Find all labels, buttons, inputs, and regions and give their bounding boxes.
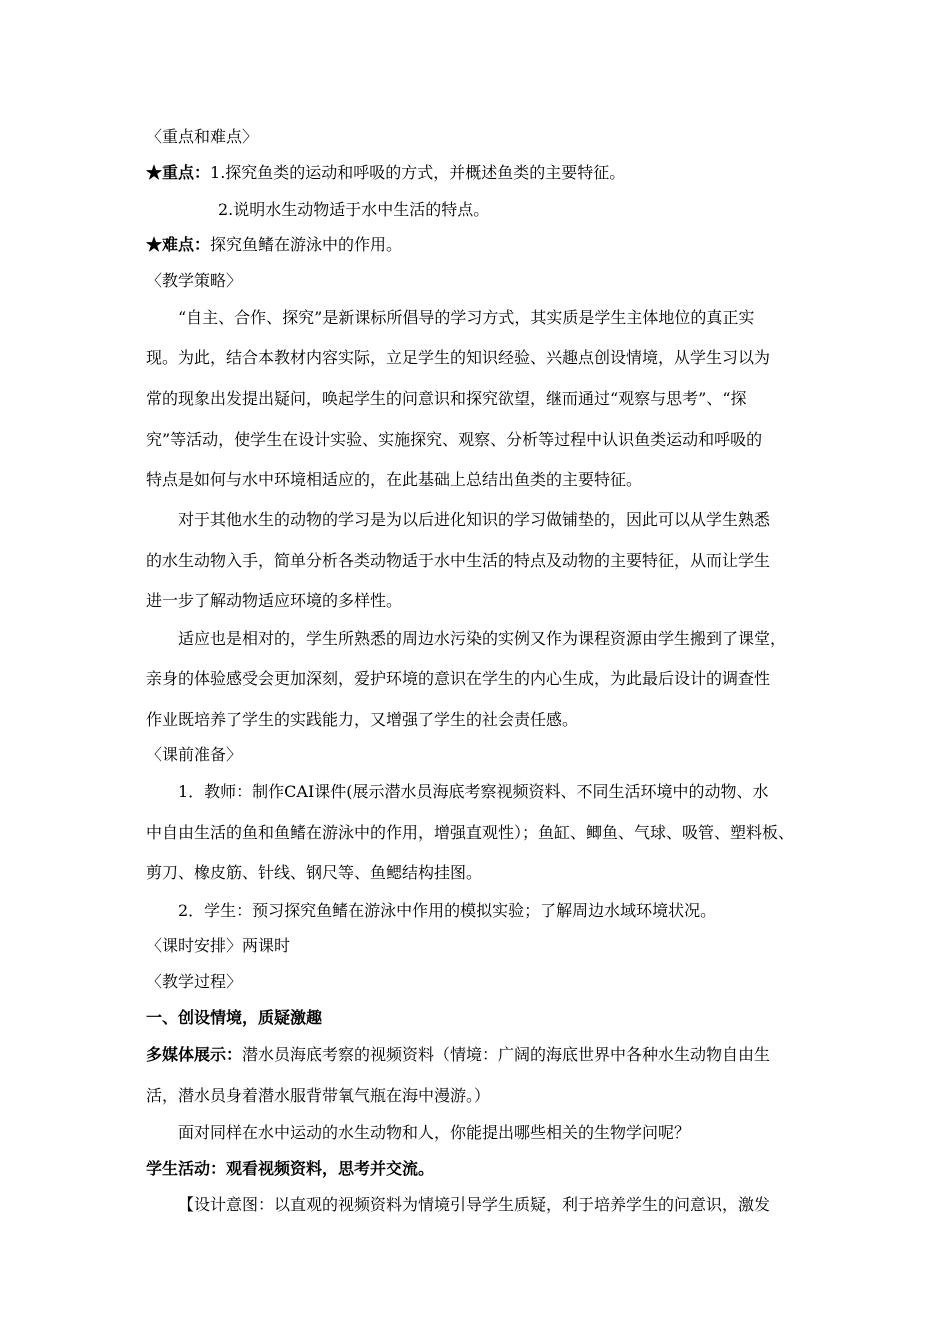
- key-point-item-2: 2.说明水生动物适于水中生活的特点。: [218, 200, 490, 219]
- design-intent-line: 【设计意图：以直观的视频资料为情境引导学生质疑，利于培养学生的问意识，激发: [178, 1195, 771, 1214]
- paragraph-line: “自主、合作、探究”是新课标所倡导的学习方式，其实质是学生主体地位的真正实: [178, 308, 755, 327]
- paragraph-line: 适应也是相对的，学生所熟悉的周边水污染的实例又作为课程资源由学生搬到了课堂，: [178, 629, 787, 648]
- key-point-item-1: 1.探究鱼类的运动和呼吸的方式，并概述鱼类的主要特征。: [210, 163, 626, 182]
- paragraph-line: 进一步了解动物适应环境的多样性。: [146, 591, 403, 610]
- multimedia-label: 多媒体展示：: [146, 1045, 243, 1064]
- difficulty-label: ★难点：: [146, 235, 211, 254]
- paragraph-line: 亲身的体验感受会更加深刻，爱护环境的意识在学生的内心生成，为此最后设计的调查性: [146, 669, 771, 688]
- multimedia-line: [146, 1045, 826, 1065]
- paragraph-line: 特点是如何与水中环境相适应的，在此基础上总结出鱼类的主要特征。: [146, 470, 643, 489]
- section-prep: 〈课前准备〉: [146, 745, 243, 764]
- paragraph-line: 常的现象出发提出疑问，唤起学生的问意识和探究欲望，继而通过“观察与思考”、“探: [146, 389, 747, 408]
- schedule-line: 〈课时安排〉两课时: [146, 936, 291, 955]
- section-strategy: 〈教学策略〉: [146, 271, 243, 290]
- paragraph-line: 对于其他水生的动物的学习是为以后进化知识的学习做铺垫的，因此可以从学生熟悉: [178, 510, 771, 529]
- paragraph-line: 的水生动物入手，简单分析各类动物适于水中生活的特点及动物的主要特征，从而让学生: [146, 551, 771, 570]
- question-line: 面对同样在水中运动的水生动物和人，你能提出哪些相关的生物学问呢？: [178, 1123, 691, 1142]
- key-points-label: ★重点：: [146, 163, 211, 182]
- multimedia-text: 潜水员海底考察的视频资料（情境：广阔的海底世界中各种水生动物自由生: [242, 1045, 771, 1064]
- paragraph-line: 作业既培养了学生的实践能力，又增强了学生的社会责任感。: [146, 710, 579, 729]
- prep-teacher-line: 剪刀、橡皮筋、针线、钢尺等、鱼鳃结构挂图。: [146, 863, 483, 882]
- heading-create-situation: 一、创设情境，质疑激趣: [146, 1008, 323, 1027]
- difficulty-line: [146, 235, 826, 255]
- prep-teacher-line: 中自由生活的鱼和鱼鳍在游泳中的作用，增强直观性）；鱼缸、鲫鱼、气球、吸管、塑料板、: [146, 823, 795, 842]
- prep-student-line: 2．学生：预习探究鱼鳍在游泳中作用的模拟实验；了解周边水域环境状况。: [178, 901, 717, 920]
- multimedia-text-cont: 活，潜水员身着潜水服背带氧气瓶在海中漫游。）: [146, 1086, 491, 1105]
- section-key-points: 〈重点和难点〉: [146, 127, 259, 146]
- section-process: 〈教学过程〉: [146, 972, 243, 991]
- prep-teacher-line: 1．教师：制作CAI课件(展示潜水员海底考察视频资料、不同生活环境中的动物、水: [178, 782, 769, 801]
- student-activity-line: 学生活动：观看视频资料，思考并交流。: [146, 1159, 435, 1178]
- difficulty-text: 探究鱼鳍在游泳中的作用。: [210, 235, 403, 254]
- key-points-line-1: [146, 163, 826, 183]
- paragraph-line: 现。为此，结合本教材内容实际，立足学生的知识经验、兴趣点创设情境，从学生习以为: [146, 348, 771, 367]
- paragraph-line: 究”等活动，使学生在设计实验、实施探究、观察、分析等过程中认识鱼类运动和呼吸的: [146, 430, 763, 449]
